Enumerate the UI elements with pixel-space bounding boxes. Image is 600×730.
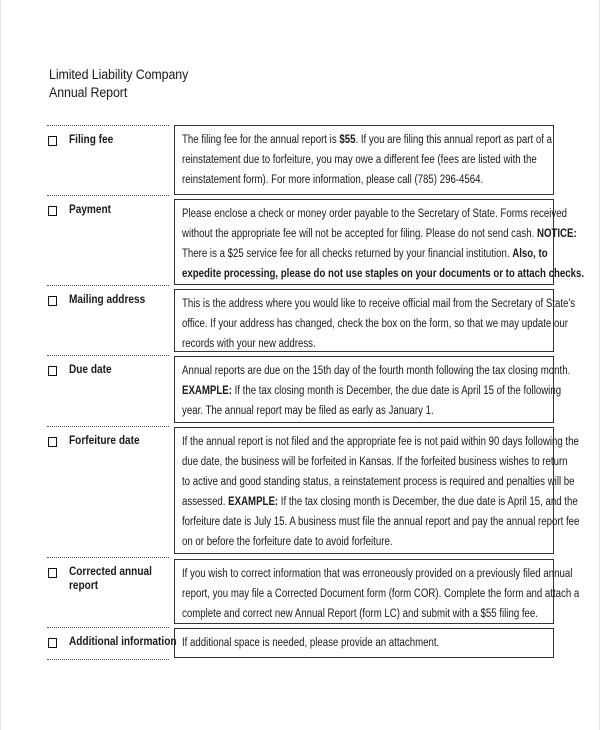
text-line: to active and good standing status, a reinstatement process is required and penalties will be: [182, 476, 575, 488]
row-corrected-annual-report-description: [174, 559, 580, 624]
description-text: [182, 564, 580, 624]
row-filing-fee-header: [47, 125, 169, 192]
text-line: expedite processing, please do not use staples on your documents or to attach checks.: [182, 268, 585, 280]
row-label: Payment: [69, 202, 112, 216]
row-forfeiture-date-header: [47, 426, 169, 557]
row-payment-description: [174, 199, 585, 285]
checkbox-corrected-annual-report[interactable]: [48, 568, 57, 578]
checkbox-payment[interactable]: [48, 206, 57, 216]
text-line: on or before the forfeiture date to avoid forfeiture.: [182, 536, 393, 548]
title-line-1: Limited Liability Company: [49, 67, 189, 82]
row-filing-fee-description: [174, 125, 554, 195]
text-line: This is the address where you would like to receive official mail from the Secretary of State's: [182, 298, 576, 310]
title-line-2: Annual Report: [49, 85, 128, 100]
row-forfeiture-date-description: [174, 427, 580, 554]
row-mailing-address-description: [174, 289, 576, 352]
row-label: Additional information: [69, 634, 177, 648]
text-line: report, you may file a Corrected Document form (form COR). Complete the form and attach a: [182, 588, 580, 600]
checkbox-filing-fee[interactable]: [48, 136, 57, 146]
label-line: Corrected annual: [69, 564, 152, 578]
row-label: Filing fee: [69, 132, 114, 146]
description-text: [182, 294, 576, 354]
text-line: office. If your address has changed, check the box on the form, so that we may update our: [182, 318, 568, 330]
row-due-date-description: [174, 356, 571, 423]
description-text: [182, 432, 580, 552]
text-line: forfeiture date is July 15. A business must file the annual report and pay the annual report fee: [182, 516, 580, 528]
row-additional-information-header: [47, 627, 177, 660]
row-label: [69, 564, 161, 592]
description-text: [182, 130, 552, 190]
text-line: The filing fee for the annual report is $55. If you are filing this annual report as part of a: [182, 134, 552, 146]
instructions-table: [1, 0, 600, 730]
text-line: year. The annual report may be filed as early as January 1.: [182, 405, 434, 417]
description-text: [182, 204, 585, 284]
text-line: If you wish to correct information that was erroneously provided on a previously filed annual: [182, 568, 573, 580]
row-mailing-address-header: [47, 285, 169, 352]
table-bottom-divider: [47, 659, 169, 660]
text-line: If additional space is needed, please provide an attachment.: [182, 637, 440, 649]
text-line: EXAMPLE: If the tax closing month is December, the due date is April 15 of the following: [182, 385, 562, 397]
text-line: without the appropriate fee will not be accepted for filing. Please do not send cash. NOTICE:: [182, 228, 577, 240]
text-line: Please enclose a check or money order payable to the Secretary of State. Forms received: [182, 208, 567, 220]
row-corrected-annual-report-header: [47, 557, 169, 624]
description-text: [182, 633, 543, 653]
checkbox-forfeiture-date[interactable]: [48, 437, 57, 447]
text-line: Annual reports are due on the 15th day of the fourth month following the tax closing month.: [182, 365, 571, 377]
checkbox-mailing-address[interactable]: [48, 296, 57, 306]
text-line: due date, the business will be forfeited in Kansas. If the forfeited business wishes to return: [182, 456, 568, 468]
description-text: [182, 361, 571, 421]
label-line: report: [69, 578, 99, 592]
checkbox-additional-information[interactable]: [48, 638, 57, 648]
text-line: complete and correct new Annual Report (form LC) and submit with a $55 filing fee.: [182, 608, 539, 620]
row-additional-information-description: [174, 628, 554, 658]
row-label: Mailing address: [69, 292, 146, 306]
text-line: assessed. EXAMPLE: If the tax closing month is December, the due date is April 15, and the: [182, 496, 578, 508]
row-label: Due date: [69, 362, 112, 376]
text-line: reinstatement form). For more information, please call (785) 296-4564.: [182, 174, 484, 186]
text-line: reinstatement due to forfeiture, you may owe a different fee (fees are listed with the: [182, 154, 537, 166]
text-line: If the annual report is not filed and the appropriate fee is not paid within 90 days following the: [182, 436, 579, 448]
row-label: Forfeiture date: [69, 433, 140, 447]
checkbox-due-date[interactable]: [48, 366, 57, 376]
row-payment-header: [47, 195, 169, 284]
text-line: There is a $25 service fee for all checks returned by your financial institution. Also, to: [182, 248, 548, 260]
row-due-date-header: [47, 355, 169, 422]
text-line: records with your new address.: [182, 338, 316, 350]
